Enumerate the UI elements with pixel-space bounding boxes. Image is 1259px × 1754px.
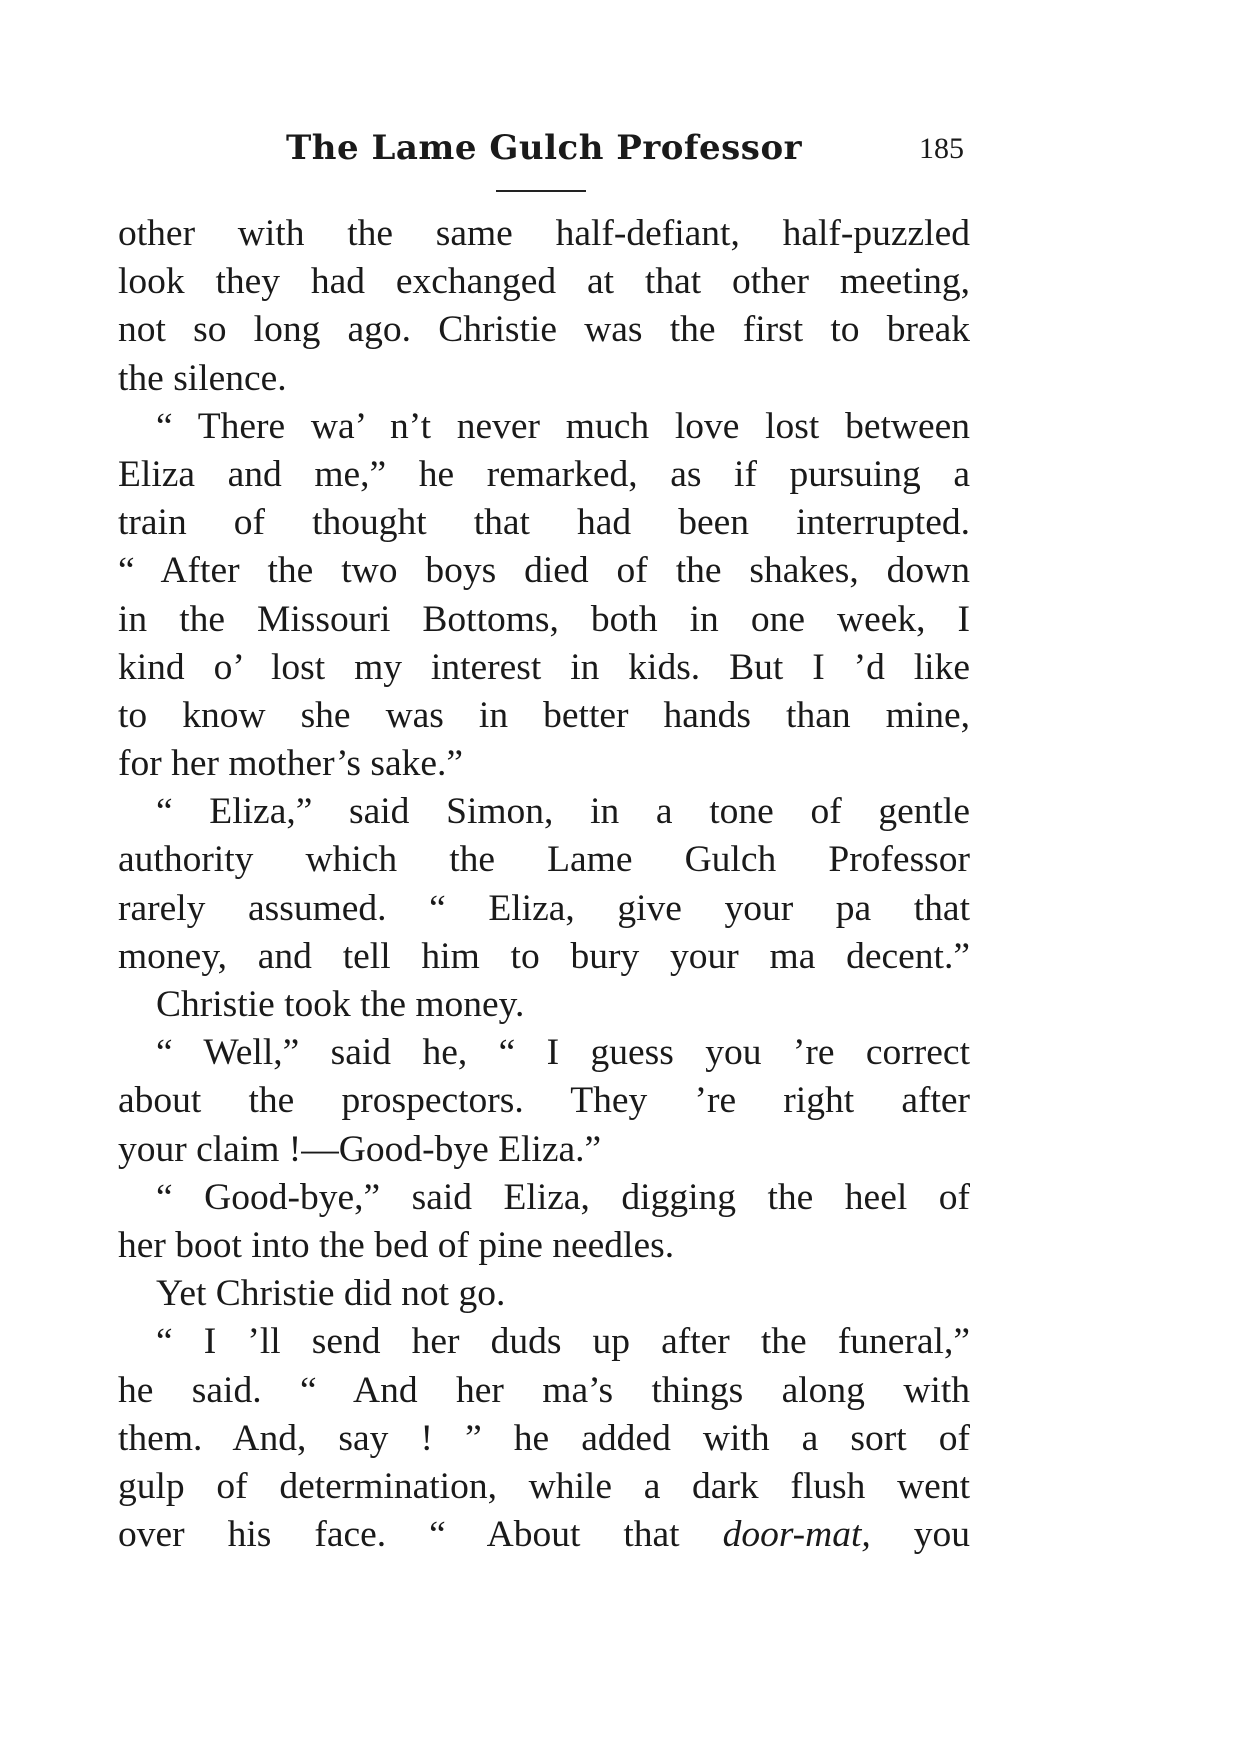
text-line: train of thought that had been interrupted. [118,502,970,544]
text-line: the silence. [118,357,287,399]
text-line: to know she was in better hands than mine, [118,694,970,736]
text-line: authority which the Lame Gulch Professor [118,839,970,881]
text-line: Christie took the money. [156,984,525,1025]
text-line: her boot into the bed of pine needles. [118,1224,675,1266]
text-line-final [118,1511,970,1559]
text-line: rarely assumed. “ Eliza, give your pa that [118,887,970,929]
text-line: “ Eliza,” said Simon, in a tone of gentle [156,791,970,833]
text-line: “ After the two boys died of the shakes, down [118,550,970,592]
page-header [118,128,970,178]
header-rule [496,190,586,192]
final-line-before: over his face. “ About that [118,1514,723,1556]
final-line-after: you [870,1514,970,1556]
final-line-italic: door-mat, [722,1514,871,1556]
page-number: 185 [919,132,964,165]
text-line: other with the same half-defiant, half-puzzled [118,213,970,254]
text-line: money, and tell him to bury your ma decent.” [118,935,970,977]
text-line: your claim !—Good-bye Eliza.” [118,1128,602,1170]
text-line: them. And, say ! ” he added with a sort of [118,1417,970,1459]
running-title: The Lame Gulch Professor [285,128,803,168]
body-text [118,210,970,1559]
text-line: about the prospectors. They ’re right after [118,1080,970,1122]
text-line: in the Missouri Bottoms, both in one week, I [118,598,970,640]
text-line: Eliza and me,” he remarked, as if pursuing a [118,453,970,495]
text-line: not so long ago. Christie was the first to break [118,309,970,351]
text-line: “ Well,” said he, “ I guess you ’re correct [156,1032,970,1074]
text-line: kind o’ lost my interest in kids. But I ’d like [118,646,970,688]
text-line: “ I ’ll send her duds up after the funeral,” [156,1321,970,1363]
text-line: “ There wa’ n’t never much love lost between [156,405,970,447]
text-line: gulp of determination, while a dark flush went [118,1465,970,1507]
text-line: look they had exchanged at that other meeting, [118,261,970,303]
text-line: he said. “ And her ma’s things along with [118,1369,970,1411]
text-line: “ Good-bye,” said Eliza, digging the heel of [156,1176,970,1218]
text-line: Yet Christie did not go. [156,1273,506,1315]
text-line: for her mother’s sake.” [118,743,464,785]
